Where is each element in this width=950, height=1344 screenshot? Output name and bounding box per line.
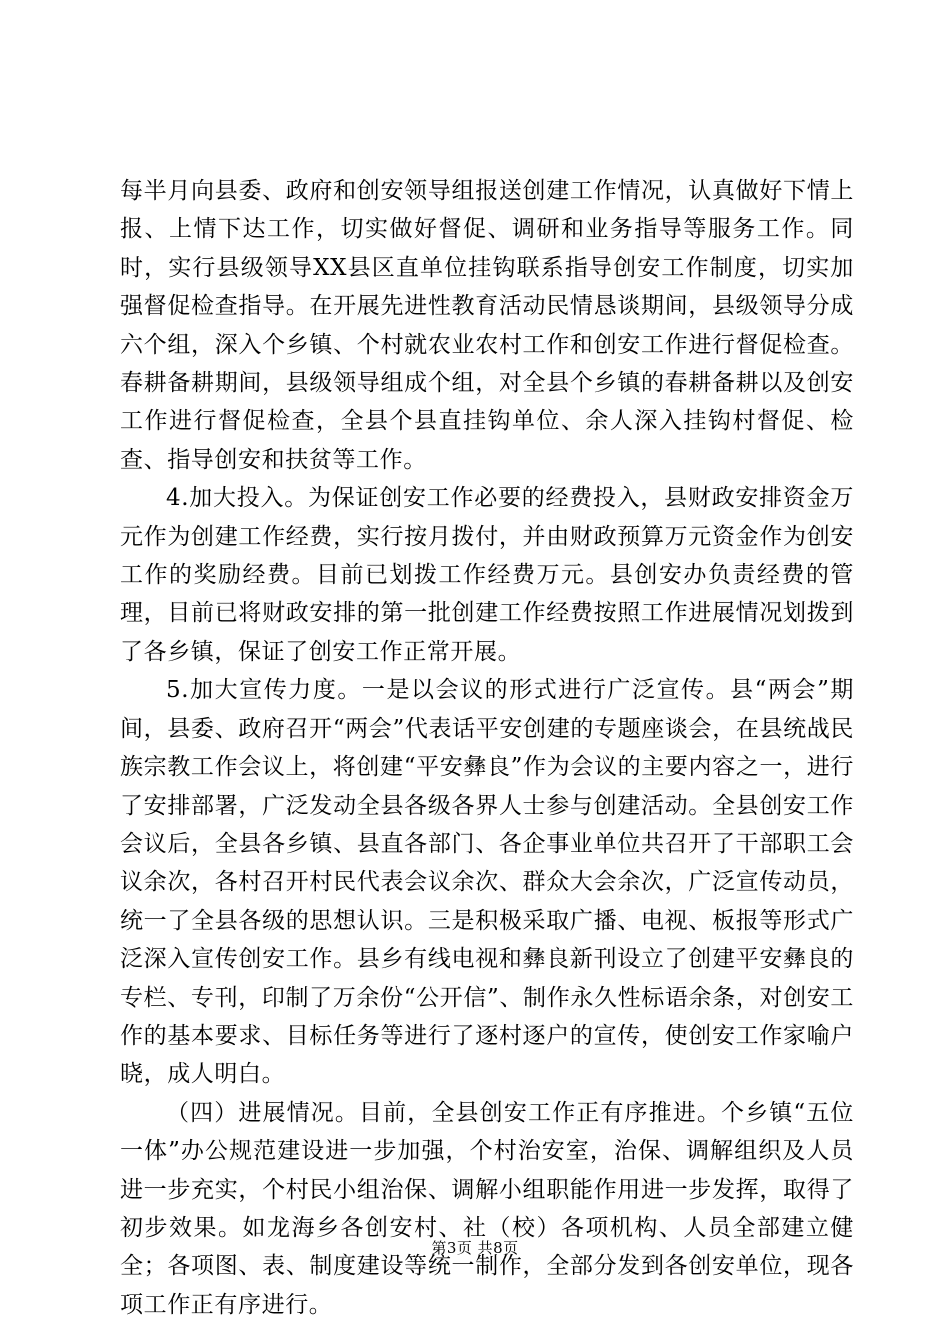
paragraph-supervision: 每半月向县委、政府和创安领导组报送创建工作情况，认真做好下情上报、上情下达工作，切实做好督促、调研和业务指导等服务工作。同时，实行县级领导XX县区直单位挂钩联系指导创安工作制度，切实加强督促检查指导。在开展先进性教育活动民情恳谈期间，县级领导分成六个组，深入个乡镇、个村就农业农村工作和创安工作进行督促检查。春耕备耕期间，县级领导组成个组，对全县个乡镇的春耕备耕以及创安工作进行督促检查，全县个县直挂钩单位、余人深入挂钩村督促、检查、指导创安和扶贫等工作。 [120,178,854,473]
document-body [120,172,854,1324]
paragraph-publicity: 5.加大宣传力度。一是以会议的形式进行广泛宣传。县“两会”期间，县委、政府召开“两会”代表话平安创建的专题座谈会，在县统战民族宗教工作会议上，将创建“平安彝良”作为会议的主要内容之一，进行了安排部署，广泛发动全县各级各界人士参与创建活动。全县创安工作会议后，全县各乡镇、县直各部门、各企事业单位共召开了干部职工会议余次，各村召开村民代表会议余次、群众大会余次，广泛宣传动员，统一了全县各级的思想认识。三是积极采取广播、电视、板报等形式广泛深入宣传创安工作。县乡有线电视和彝良新刊设立了创建平安彝良的专栏、专刊，印制了万余份“公开信”、制作永久性标语余条，对创安工作的基本要求、目标任务等进行了逐村逐户的宣传，使创安工作家喻户晓，成人明白。 [120,677,854,1088]
paragraph-progress: （四）进展情况。目前，全县创安工作正有序推进。个乡镇“五位一体”办公规范建设进一步加强，个村治安室，治保、调解组织及人员进一步充实，个村民小组治保、调解小组职能作用进一步发挥，取得了初步效果。如龙海乡各创安村、社（校）各项机构、人员全部建立健全；各项图、表、制度建设等统一制作，全部分发到各创安单位，现各项工作正有序进行。 [120,1099,854,1318]
page-number-footer: 第3页 共8页 [431,1239,519,1257]
paragraph-investment: 4.加大投入。为保证创安工作必要的经费投入，县财政安排资金万元作为创建工作经费，实行按月拨付，并由财政预算万元资金作为创安工作的奖励经费。目前已划拨工作经费万元。县创安办负责经费的管理，目前已将财政安排的第一批创建工作经费按照工作进展情况划拨到了各乡镇，保证了创安工作正常开展。 [120,485,854,665]
